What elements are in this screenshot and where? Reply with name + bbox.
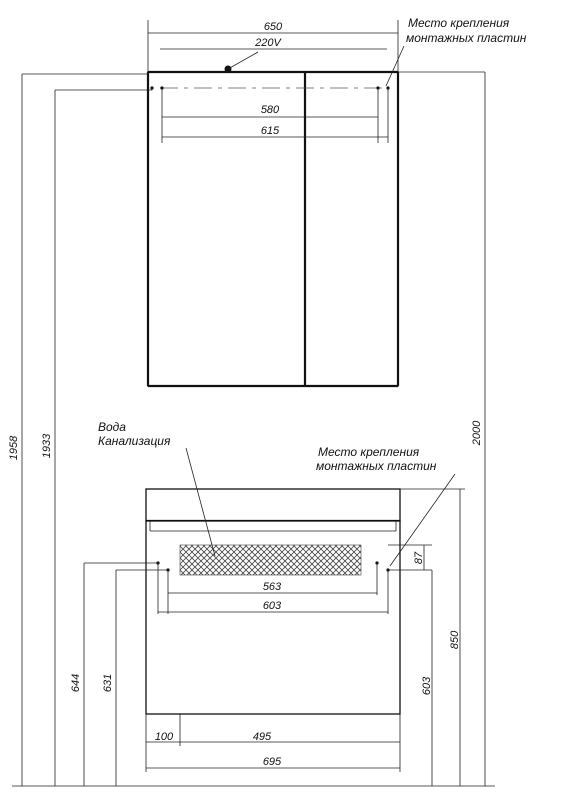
dim-695: 695 xyxy=(262,756,282,768)
dim-1933: 1933 xyxy=(41,433,53,459)
mount-note-top-line1: Место крепления xyxy=(408,16,510,30)
dim-644: 644 xyxy=(70,673,82,693)
mount-note-bottom-line1: Место крепления xyxy=(318,445,420,459)
sewer-label: Канализация xyxy=(98,434,171,448)
dim-631: 631 xyxy=(102,673,114,693)
dim-650: 650 xyxy=(263,21,283,33)
mount-note-bottom-line2: монтажных пластин xyxy=(316,459,437,473)
mirror-cabinet-body xyxy=(148,72,398,386)
dim-603-horizontal: 603 xyxy=(262,600,282,612)
mount-note-top-line2: монтажных пластин xyxy=(406,31,527,45)
dim-850: 850 xyxy=(449,630,461,650)
dim-603-vertical: 603 xyxy=(421,676,433,696)
water-label: Вода xyxy=(98,420,126,434)
vanity-countertop xyxy=(146,489,400,521)
power-label: 220V xyxy=(255,37,281,49)
dim-495: 495 xyxy=(252,731,272,743)
dim-2000: 2000 xyxy=(471,420,483,446)
mirror-cabinet xyxy=(22,16,527,386)
dim-615: 615 xyxy=(260,125,280,137)
dim-580: 580 xyxy=(260,104,280,116)
dim-1958: 1958 xyxy=(8,435,20,461)
dim-563: 563 xyxy=(262,581,282,593)
dim-100: 100 xyxy=(154,731,174,743)
utilities-zone xyxy=(180,545,361,575)
dim-87: 87 xyxy=(413,551,425,565)
vanity xyxy=(84,420,465,786)
